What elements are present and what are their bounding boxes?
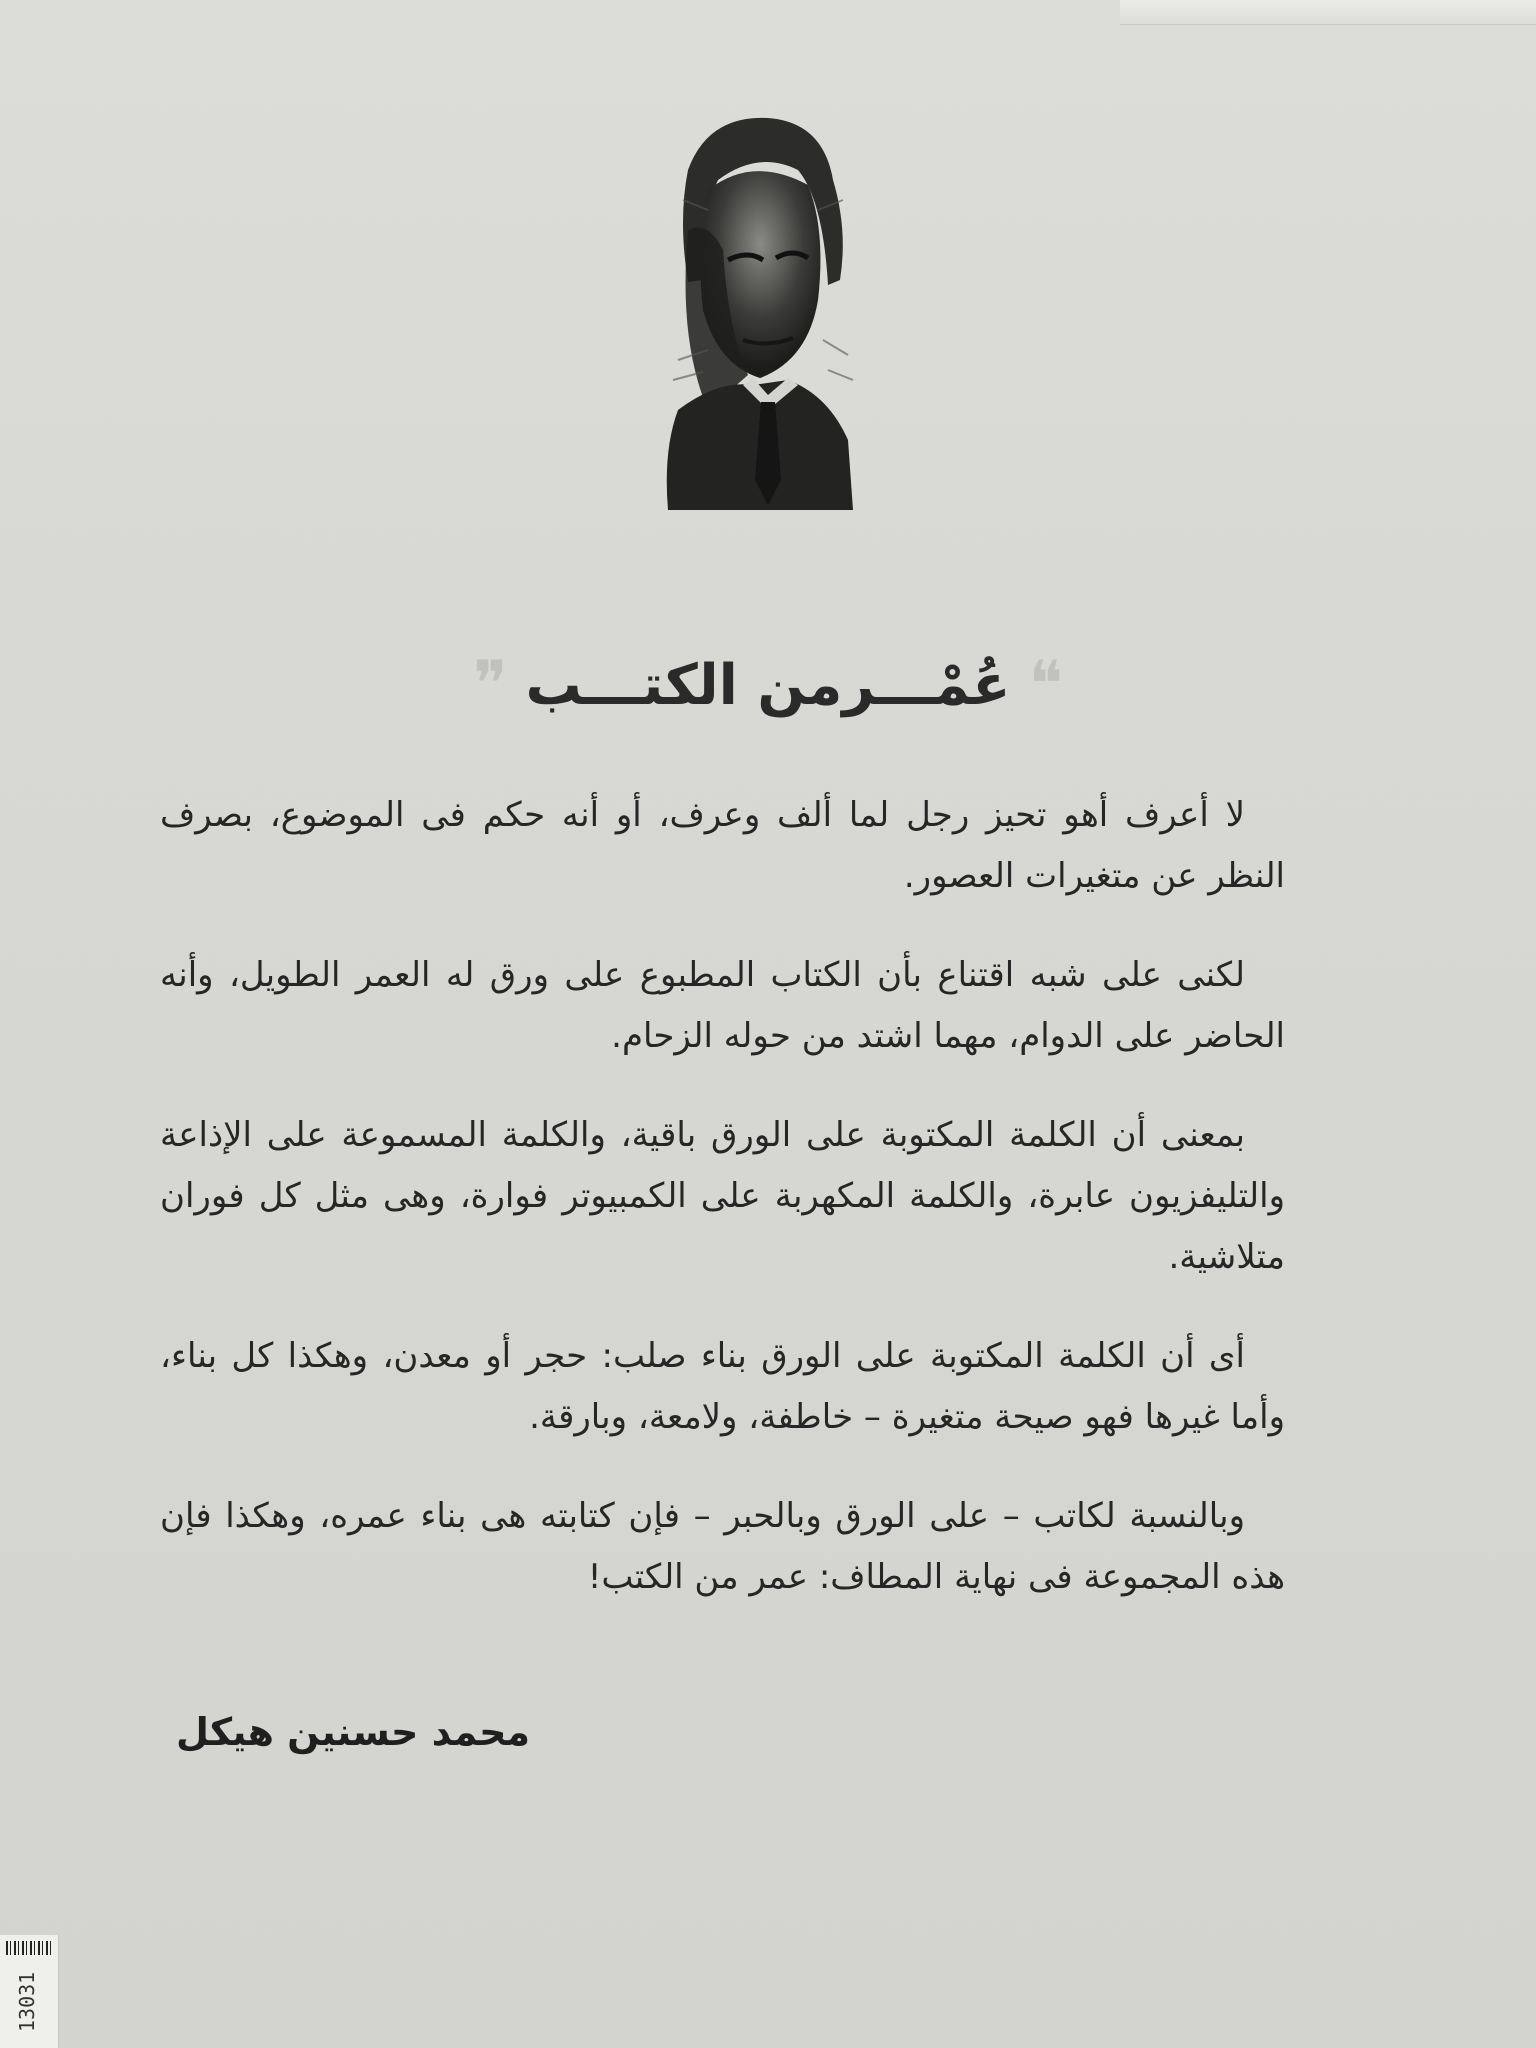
book-title: عُمْـــرمن الكتـــب — [525, 652, 1011, 718]
quote-open-mark: ❞ — [473, 648, 508, 722]
paragraph-5: وبالنسبة لكاتب – على الورق وبالحبر – فإن كتابته هى بناء عمره، وهكذا فإن هذه المجموعة فى نهاية المطاف: عمر من الكتب! — [160, 1496, 1285, 1597]
paragraph-3: بمعنى أن الكلمة المكتوبة على الورق باقية، والكلمة المسموعة على الإذاعة والتليفزيون عابرة، والكلمة المكهربة على الكمبيوتر فوارة، وهى مثل كل فوران متلاشية. — [160, 1115, 1285, 1277]
author-portrait — [648, 110, 858, 520]
paragraph-2: لكنى على شبه اقتناع بأن الكتاب المطبوع على ورق له العمر الطويل، وأنه الحاضر على الدوام، مهما اشتد من حوله الزحام. — [160, 955, 1285, 1056]
barcode-number: 13031 — [15, 1971, 39, 2033]
paragraph-4: أى أن الكلمة المكتوبة على الورق بناء صلب: حجر أو معدن، وهكذا كل بناء، وأما غيرها فهو صيحة متغيرة – خاطفة، ولامعة، وبارقة. — [160, 1336, 1285, 1437]
page-edge — [1120, 0, 1536, 25]
blurb-text — [160, 785, 1285, 1646]
title-row — [0, 640, 1536, 730]
barcode-icon — [6, 1941, 52, 1955]
author-signature: محمد حسنين هيكل — [176, 1710, 530, 1754]
paragraph-1: لا أعرف أهو تحيز رجل لما ألف وعرف، أو أنه حكم فى الموضوع، بصرف النظر عن متغيرات العصور. — [160, 795, 1285, 896]
library-sticker — [0, 1935, 59, 2048]
quote-close-mark: ❝ — [1028, 648, 1063, 722]
